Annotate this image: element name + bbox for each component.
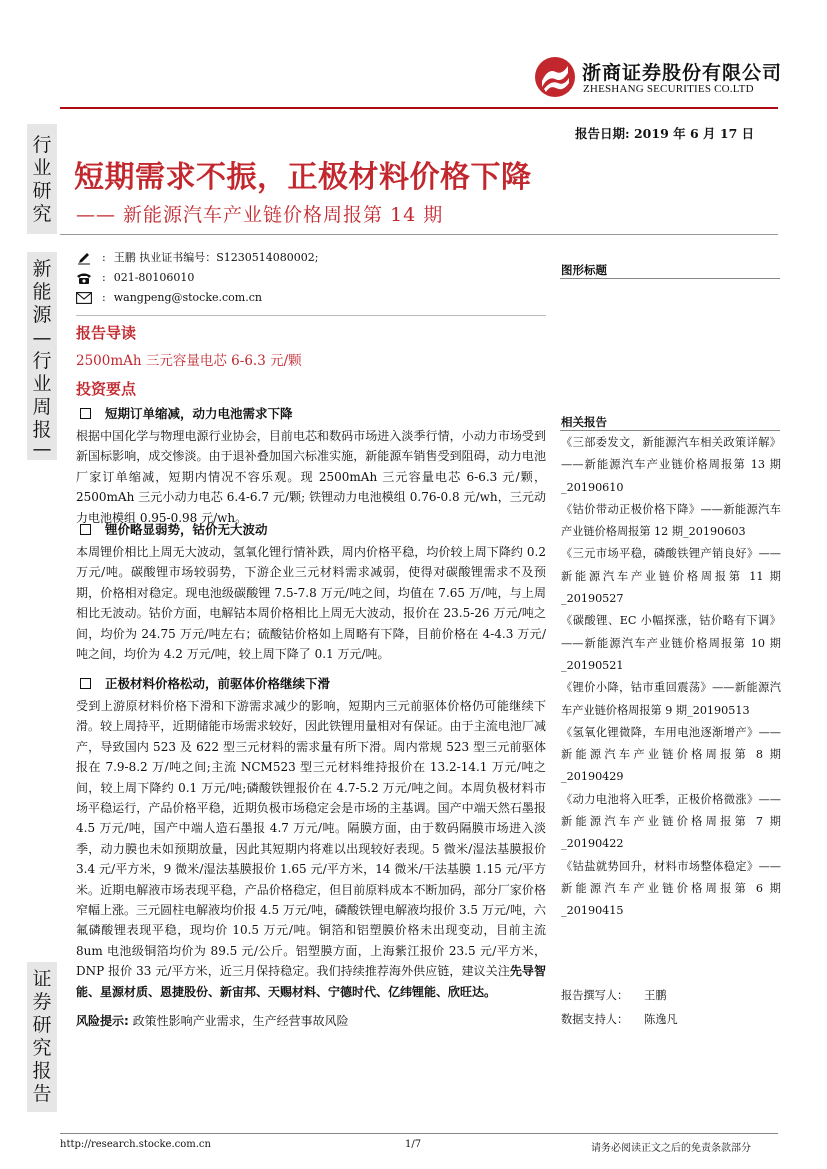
bullet-orders	[76, 404, 293, 422]
side-char: 研	[32, 1014, 52, 1036]
support-label: 数据支持人：	[561, 1013, 629, 1026]
side-label-category	[27, 252, 57, 460]
related-report-link[interactable]: 《动力电池将入旺季，正极价格微涨》——新能源汽车产业链价格周报第 7 期_20190422	[561, 792, 781, 851]
author-row	[76, 248, 546, 268]
risk-note	[76, 1012, 349, 1029]
related-report-link[interactable]: 《钴价带动正极价格下降》——新能源汽车产业链价格周报第 12 期_20190603	[561, 502, 781, 539]
bullet-lithium	[76, 520, 268, 538]
side-char: 究	[32, 1037, 52, 1059]
side-char: 行	[32, 350, 52, 372]
side-char: 报	[32, 419, 52, 441]
writer-label: 报告撰写人：	[561, 989, 629, 1002]
related-report-link[interactable]: 《氢氧化锂微降，车用电池逐渐增产》——新能源汽车产业链价格周报第 8 期_20190429	[561, 725, 781, 784]
page-subtitle: —— 新能源汽车产业链价格周报第 14 期	[76, 204, 444, 226]
side-char: 业	[32, 373, 52, 395]
author-block	[76, 248, 546, 308]
related-reports-rule	[560, 430, 780, 431]
paragraph-cathode	[76, 696, 546, 1002]
header-rule	[60, 107, 778, 109]
company-name-en: ZHESHANG SECURITIES CO.LTD	[583, 83, 754, 95]
colon: :	[102, 251, 106, 264]
guide-text: 2500mAh 三元容量电芯 6-6.3 元/颗	[76, 353, 302, 369]
report-date	[575, 124, 754, 142]
company-logo	[534, 56, 783, 100]
bullet-box-icon	[80, 524, 91, 535]
logo-mark-icon	[534, 56, 576, 98]
footer-disclaimer: 请务必阅读正文之后的免责条款部分	[591, 1143, 751, 1154]
mail-icon	[76, 291, 92, 305]
related-reports-list	[561, 432, 781, 923]
side-char: 证	[32, 968, 52, 990]
company-name-cn: 浙商证券股份有限公司	[582, 62, 783, 84]
bullet-box-icon	[80, 408, 91, 419]
side-char: 告	[32, 1083, 52, 1105]
email-row	[76, 288, 546, 308]
related-report-link[interactable]: 《碳酸锂、EC 小幅探涨，钴价略有下调》——新能源汽车产业链价格周报第 10 期_20190521	[561, 614, 781, 672]
bullet-box-icon	[80, 678, 91, 689]
bullet-text: 短期订单缩减，动力电池需求下降	[105, 406, 293, 421]
writer-row	[561, 984, 678, 1008]
side-char: —	[32, 327, 52, 349]
footer-url[interactable]: http://research.stocke.com.cn	[60, 1139, 211, 1150]
phone-icon	[76, 271, 92, 285]
support-row	[561, 1008, 678, 1032]
date-label: 报告日期:	[575, 126, 630, 141]
side-char: 能	[32, 281, 52, 303]
paragraph-lithium: 本周锂价相比上周无大波动，氢氧化锂行情补跌，周内价格平稳，均价较上周下降约 0.2 万元/吨。碳酸锂市场较弱势，下游企业三元材料需求减弱，使得对碳酸锂需求不及预期，价格相对稳定。现电池级碳酸锂 7.5-7.8 万元/吨之间，均值在 7.65 万/吨，与上周相比无波动。钴价方面，电解钴本周价格相比上周无大波动，报价在 23.5-26 万元/吨之间，均价为 24.75 万元/吨左右；硫酸钴价格如上周略有下降，目前价格在 4-4.3 万元/吨之间，均价为 4.2 万元/吨，较上周下降了 0.1 万元/吨。	[76, 545, 546, 662]
figure-title-rule	[560, 278, 780, 279]
side-char: 究	[32, 203, 52, 225]
support-name: 陈逸凡	[644, 1013, 678, 1026]
paragraph-text: 受到上游原材料价格下滑和下游需求减少的影响，短期内三元前驱体价格仍可能继续下滑。较上周持平，近期储能市场需求较好，因此铁锂用量相对有保证。由于主流电池厂减产，导致国内 523 及 622 型三元材料的需求量有所下滑。周内常规 523 型三元前驱体报在 7.9-8.2 万/吨之间;主流 NCM523 型三元材料维持报价在 13.2-14.1 万元/吨之间，较上周下降约 0.1 万元/吨;磷酸铁锂报价在 4.7-5.2 万元/吨之间。本周负极材料市场平稳运行，产品价格平稳，近期负极市场稳定会是市场的主基调。国产中端天然石墨报 4.5 万元/吨，国产中端人造石墨报 4.7 万元/吨。隔膜方面，由于数码隔膜市场进入淡季，动力膜也未如预期放量，因此其短期内将难以出现较好表现。5 微米/湿法基膜报价 3.4 元/平方米，9 微米/湿法基膜报价 1.65 元/平方米，14 微米/干法基膜 1.15 元/平方米。近期电解液市场表现平稳，产品价格稳定，但目前原料成本不断加码，部分厂家价格窄幅上涨。三元圆柱电解液均价报 4.5 万元/吨，磷酸铁锂电解液均报价 3.5 万元/吨，六氟磷酸锂表现平稳，现均价 10.5 万元/吨。铜箔和铝塑膜价格未出现变动，目前主流 8um 电池级铜箔均价为 89.5 元/公斤。铝塑膜方面，上海紫江报价 23.5 元/平方米，DNP 报价 33 元/平方米，近三月保持稳定。我们持续推荐海外供应链，建议关注	[76, 699, 546, 979]
side-label-industry	[27, 124, 57, 234]
risk-label: 风险提示:	[76, 1014, 129, 1028]
author-rule	[76, 315, 546, 316]
figure-title: 图形标题	[561, 263, 607, 277]
recommended-stocks: 先导智能、星源材质、恩捷股份、新宙邦、天赐材料、宁德时代、亿纬锂能、欣旺达。	[76, 964, 546, 999]
date-value: 2019 年 6 月 17 日	[633, 126, 755, 141]
footer-rule	[60, 1133, 778, 1134]
pen-icon	[76, 251, 92, 265]
author-email[interactable]: wangpeng@stocke.com.cn	[113, 291, 262, 304]
investment-heading: 投资要点	[76, 380, 137, 398]
bullet-text: 锂价略显弱势，钴价无大波动	[105, 522, 268, 537]
page-number: 1/7	[405, 1139, 422, 1150]
risk-text: 政策性影响产业需求，生产经营事故风险	[132, 1014, 349, 1028]
side-char: 行	[32, 134, 52, 156]
title-rule	[60, 234, 778, 235]
related-reports-heading: 相关报告	[561, 415, 607, 429]
side-char: 新	[32, 258, 52, 280]
related-report-link[interactable]: 《钴盐就势回升，材料市场整体稳定》——新能源汽车产业链价格周报第 6 期_20190415	[561, 859, 781, 918]
side-char: 报	[32, 1060, 52, 1082]
paragraph-orders: 根据中国化学与物理电源行业协会，目前电芯和数码市场进入淡季行情，小动力市场受到新国标影响，成交惨淡。由于退补叠加国六标准实施，新能源车销售受到阻碍，动力电池厂家订单缩减，短期内情况不容乐观。现 2500mAh 三元容量电芯 6-6.3 元/颗，2500mAh 三元小动力电芯 6.4-6.7 元/颗; 铁锂动力电池模组 0.76-0.8 元/wh，三元动力电池模组 0.95-0.98 元/wh。	[76, 429, 546, 525]
side-char: —	[32, 438, 52, 460]
bullet-cathode	[76, 674, 330, 692]
side-char: 周	[32, 396, 52, 418]
author-phone: 021-80106010	[113, 271, 195, 284]
side-char: 研	[32, 180, 52, 202]
page-title: 短期需求不振，正极材料价格下降	[74, 160, 532, 195]
side-char: 源	[32, 304, 52, 326]
related-report-link[interactable]: 《三元市场平稳，磷酸铁锂产销良好》——新能源汽车产业链价格周报第 11 期_20190527	[561, 547, 781, 606]
phone-row	[76, 268, 546, 288]
side-char: 券	[32, 991, 52, 1013]
side-char: 业	[32, 157, 52, 179]
writer-name: 王鹏	[644, 989, 667, 1002]
author-name-license: 王鹏 执业证书编号：S1230514080002;	[113, 251, 319, 264]
side-label-report	[27, 962, 57, 1112]
report-credits	[561, 984, 678, 1032]
related-report-link[interactable]: 《锂价小降，钴市重回震荡》——新能源汽车产业链价格周报第 9 期_20190513	[561, 681, 781, 717]
related-report-link[interactable]: 《三部委发文，新能源汽车相关政策详解》——新能源汽车产业链价格周报第 13 期_20190610	[561, 436, 781, 494]
guide-heading: 报告导读	[76, 324, 137, 342]
bullet-text: 正极材料价格松动，前驱体价格继续下滑	[105, 676, 331, 691]
colon: :	[102, 291, 106, 304]
colon: :	[102, 271, 106, 284]
